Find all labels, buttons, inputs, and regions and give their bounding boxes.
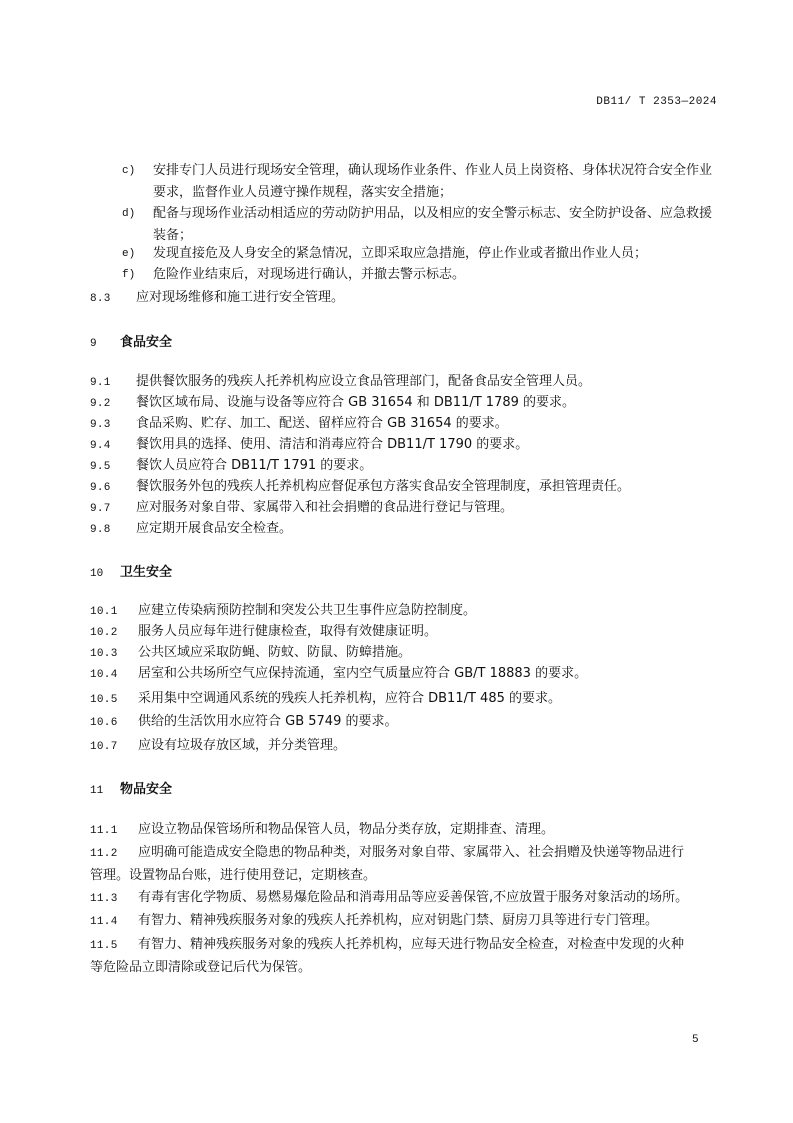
clause-10-7 <box>90 735 715 758</box>
clause-9-2 <box>90 392 715 415</box>
clause-9-8 <box>90 518 715 541</box>
section-number: 9 <box>90 338 97 350</box>
clause-number: 8.3 <box>90 293 111 305</box>
clause-9-4 <box>90 434 715 457</box>
section-title: 物品安全 <box>120 782 173 797</box>
clause-text: 采用集中空调通风系统的残疾人托养机构，应符合 DB11/T 485 的要求。 <box>138 691 562 706</box>
clause-10-2 <box>90 621 715 644</box>
list-item-c <box>122 160 718 204</box>
clause-text: 有毒有害化学物质、易燃易爆危险品和消毒用品等应妥善保管,不应放置于服务对象活动的场所。 <box>138 890 689 905</box>
clause-number: 9.6 <box>90 482 111 494</box>
clause-text: 公共区域应采取防蝇、防蚊、防鼠、防蟑措施。 <box>138 645 412 660</box>
clause-number: 10.2 <box>90 627 118 639</box>
clause-text: 供给的生活饮用水应符合 GB 5749 的要求。 <box>138 714 398 729</box>
clause-text: 有智力、精神残疾服务对象的残疾人托养机构，应对钥匙门禁、厨房刀具等进行专门管理。 <box>138 913 659 928</box>
clause-text: 居室和公共场所空气应保持流通，室内空气质量应符合 GB/T 18883 的要求。 <box>138 666 588 681</box>
clause-text: 应设有垃圾存放区域，并分类管理。 <box>138 738 347 753</box>
section-heading-11 <box>90 778 172 797</box>
clause-11-1 <box>90 819 715 842</box>
clause-text: 餐饮区域布局、设施与设备等应符合 GB 31654 和 DB11/T 1789 的要求。 <box>136 395 576 410</box>
clause-number: 10.6 <box>90 717 118 729</box>
section-number: 11 <box>90 785 104 797</box>
clause-number: 11.1 <box>90 825 118 837</box>
clause-number: 9.7 <box>90 503 111 515</box>
section-heading-9 <box>90 331 172 350</box>
list-item-d <box>122 203 718 247</box>
list-text: 发现直接危及人身安全的紧急情况，立即采取应急措施，停止作业或者撤出作业人员； <box>153 246 648 261</box>
section-title: 食品安全 <box>120 335 173 350</box>
list-text: 安排专门人员进行现场安全管理，确认现场作业条件、作业人员上岗资格、身体状况符合安全作业要求，监督作业人员遵守操作规程，落实安全措施； <box>153 163 713 200</box>
document-code: DB11/ T 2353—2024 <box>596 96 717 108</box>
clause-10-3 <box>90 642 715 665</box>
list-marker: f) <box>122 269 136 281</box>
list-item-f <box>122 264 718 286</box>
clause-11-2 <box>90 842 715 887</box>
list-marker: e) <box>122 248 136 260</box>
clause-10-4 <box>90 663 715 686</box>
clause-11-3 <box>90 887 715 910</box>
clause-text: 食品采购、贮存、加工、配送、留样应符合 GB 31654 的要求。 <box>136 416 508 431</box>
list-text: 配备与现场作业活动相适应的劳动防护用品，以及相应的安全警示标志、安全防护设备、应急救援装备； <box>153 206 713 243</box>
clause-text: 餐饮服务外包的残疾人托养机构应督促承包方落实食品安全管理制度，承担管理责任。 <box>136 479 631 494</box>
clause-number: 11.2 <box>90 848 118 860</box>
clause-number: 9.1 <box>90 377 111 389</box>
clause-11-5 <box>90 934 715 979</box>
clause-10-6 <box>90 711 715 734</box>
clause-9-6 <box>90 476 715 499</box>
clause-9-5 <box>90 455 715 478</box>
clause-number: 9.4 <box>90 440 111 452</box>
clause-text: 应设立物品保管场所和物品保管人员，物品分类存放，定期排查、清理。 <box>138 822 555 837</box>
clause-text: 有智力、精神残疾服务对象的残疾人托养机构，应每天进行物品安全检查，对检查中发现的火种 <box>138 937 685 952</box>
clause-number: 11.5 <box>90 940 118 952</box>
list-marker: d) <box>122 208 136 220</box>
clause-text: 应明确可能造成安全隐患的物品种类，对服务对象自带、家属带入、社会捐赠及快递等物品进行 <box>138 845 685 860</box>
page-number: 5 <box>692 1034 699 1046</box>
clause-number: 10.3 <box>90 648 118 660</box>
clause-number: 10.5 <box>90 694 118 706</box>
clause-11-4 <box>90 910 715 933</box>
clause-text: 提供餐饮服务的残疾人托养机构应设立食品管理部门，配备食品安全管理人员。 <box>136 374 592 389</box>
list-marker: c) <box>122 165 136 177</box>
clause-continuation: 管理。设置物品台账，进行使用登记，定期核查。 <box>90 868 377 883</box>
clause-text: 餐饮人员应符合 DB11/T 1791 的要求。 <box>136 458 373 473</box>
clause-9-1 <box>90 371 715 394</box>
list-item-e <box>122 243 718 265</box>
clause-number: 9.2 <box>90 398 111 410</box>
clause-text: 服务人员应每年进行健康检查，取得有效健康证明。 <box>138 624 438 639</box>
section-heading-10 <box>90 561 172 580</box>
list-text: 危险作业结束后，对现场进行确认，并撤去警示标志。 <box>153 267 466 282</box>
clause-number: 10.4 <box>90 669 118 681</box>
clause-number: 9.8 <box>90 524 111 536</box>
clause-number: 10.1 <box>90 606 118 618</box>
clause-text: 应对现场维修和施工进行安全管理。 <box>136 290 345 305</box>
section-title: 卫生安全 <box>120 565 173 580</box>
clause-text: 餐饮用具的选择、使用、清洁和消毒应符合 DB11/T 1790 的要求。 <box>136 437 529 452</box>
clause-continuation: 等危险品立即清除或登记后代为保管。 <box>90 960 312 975</box>
clause-10-1 <box>90 600 715 623</box>
clause-number: 11.4 <box>90 916 118 928</box>
clause-number: 11.3 <box>90 893 118 905</box>
clause-9-7 <box>90 497 715 520</box>
clause-10-5 <box>90 688 715 711</box>
clause-number: 10.7 <box>90 741 118 753</box>
clause-text: 应对服务对象自带、家属带入和社会捐赠的食品进行登记与管理。 <box>136 500 514 515</box>
clause-8-3 <box>90 287 715 310</box>
clause-text: 应定期开展食品安全检查。 <box>136 521 293 536</box>
clause-9-3 <box>90 413 715 436</box>
clause-number: 9.5 <box>90 461 111 473</box>
clause-text: 应建立传染病预防控制和突发公共卫生事件应急防控制度。 <box>138 603 477 618</box>
clause-number: 9.3 <box>90 419 111 431</box>
section-number: 10 <box>90 568 104 580</box>
